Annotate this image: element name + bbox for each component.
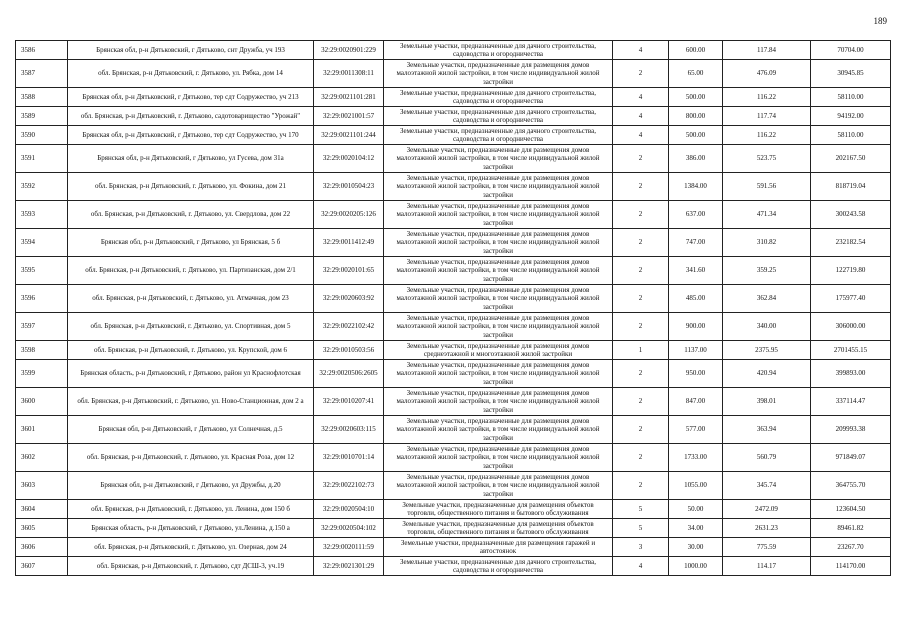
cell-land-use: Земельные участки, предназначенные для размещения домов малоэтажной жилой застройки, в том числе индивидуальной жилой застройки [384, 60, 613, 88]
cell-land-use: Земельные участки, предназначенные для дачного строительства, садоводства и огородничества [384, 107, 613, 126]
cell-land-use: Земельные участки, предназначенные для размещения объектов торговли, общественного питания и бытового обслуживания [384, 519, 613, 538]
cell-address: Брянская область, р-н Дятьковский, г Дятьково, район ул Краснофлотская [68, 360, 314, 388]
cell-value: 123604.50 [811, 500, 891, 519]
cell-value: 58110.00 [811, 126, 891, 145]
cell-rate: 114.17 [723, 557, 811, 576]
cell-row-number: 3598 [16, 341, 68, 360]
cell-group: 2 [613, 472, 669, 500]
cell-group: 2 [613, 229, 669, 257]
table-row [16, 201, 891, 229]
table-row [16, 41, 891, 60]
table-row [16, 538, 891, 557]
cell-group: 4 [613, 41, 669, 60]
cell-row-number: 3603 [16, 472, 68, 500]
cell-area: 800.00 [669, 107, 723, 126]
cell-land-use: Земельные участки, предназначенные для размещения домов малоэтажной жилой застройки, в том числе индивидуальной жилой застройки [384, 145, 613, 173]
cell-address: обл. Брянская, р-н Дятьковский, г. Дятьково, ул. Крупской, дом 6 [68, 341, 314, 360]
cell-address: обл. Брянская, р-н Дятьковский, г. Дятьково, ул. Партизанская, дом 2/1 [68, 257, 314, 285]
cell-cadastral-number: 32:29:0021101:244 [314, 126, 384, 145]
cell-area: 386.00 [669, 145, 723, 173]
cell-row-number: 3597 [16, 313, 68, 341]
cell-row-number: 3596 [16, 285, 68, 313]
cell-value: 89461.82 [811, 519, 891, 538]
table-row [16, 229, 891, 257]
cell-address: Брянская обл, р-н Дятьковский, г Дятьково, ул Дружбы, д.20 [68, 472, 314, 500]
table-row [16, 313, 891, 341]
cell-land-use: Земельные участки, предназначенные для дачного строительства, садоводства и огородничества [384, 557, 613, 576]
table-row [16, 145, 891, 173]
cell-row-number: 3590 [16, 126, 68, 145]
cell-land-use: Земельные участки, предназначенные для размещения домов среднеэтажной и многоэтажной жилой застройки [384, 341, 613, 360]
cell-value: 114170.00 [811, 557, 891, 576]
table-row [16, 500, 891, 519]
cell-cadastral-number: 32:29:0020603:115 [314, 416, 384, 444]
cell-row-number: 3588 [16, 88, 68, 107]
cell-address: обл. Брянская, р-н Дятьковский, г. Дятьково, ул. Спортивная, дом 5 [68, 313, 314, 341]
cell-area: 65.00 [669, 60, 723, 88]
cell-value: 94192.00 [811, 107, 891, 126]
cell-rate: 362.84 [723, 285, 811, 313]
cell-land-use: Земельные участки, предназначенные для размещения домов малоэтажной жилой застройки, в том числе индивидуальной жилой застройки [384, 472, 613, 500]
cell-row-number: 3593 [16, 201, 68, 229]
cell-address: Брянская обл, р-н Дятьковский, г Дятьково, ул Солнечная, д.5 [68, 416, 314, 444]
cell-address: обл. Брянская, р-н Дятьковский, г. Дятьково, садотоварищество "Урожай" [68, 107, 314, 126]
cell-cadastral-number: 32:29:0020104:12 [314, 145, 384, 173]
cell-land-use: Земельные участки, предназначенные для размещения домов малоэтажной жилой застройки, в том числе индивидуальной жилой застройки [384, 285, 613, 313]
cell-cadastral-number: 32:29:0010503:56 [314, 341, 384, 360]
cell-group: 2 [613, 60, 669, 88]
cell-area: 34.00 [669, 519, 723, 538]
cell-value: 23267.70 [811, 538, 891, 557]
cell-cadastral-number: 32:29:0021301:29 [314, 557, 384, 576]
cell-cadastral-number: 32:29:0021001:57 [314, 107, 384, 126]
table-row [16, 285, 891, 313]
cell-area: 847.00 [669, 388, 723, 416]
cell-row-number: 3600 [16, 388, 68, 416]
table-row [16, 257, 891, 285]
cell-row-number: 3591 [16, 145, 68, 173]
cell-cadastral-number: 32:29:0022102:42 [314, 313, 384, 341]
cell-rate: 591.56 [723, 173, 811, 201]
cell-address: обл. Брянская, р-н Дятьковский, г. Дятьково, ул. Красная Роза, дом 12 [68, 444, 314, 472]
cell-rate: 310.82 [723, 229, 811, 257]
cell-group: 5 [613, 500, 669, 519]
cell-value: 58110.00 [811, 88, 891, 107]
cell-row-number: 3605 [16, 519, 68, 538]
cell-value: 122719.80 [811, 257, 891, 285]
cell-cadastral-number: 32:29:0020101:65 [314, 257, 384, 285]
cell-cadastral-number: 32:29:0022102:73 [314, 472, 384, 500]
table-row [16, 88, 891, 107]
cell-rate: 359.25 [723, 257, 811, 285]
cell-land-use: Земельные участки, предназначенные для размещения домов малоэтажной жилой застройки, в том числе индивидуальной жилой застройки [384, 360, 613, 388]
cell-land-use: Земельные участки, предназначенные для размещения домов малоэтажной жилой застройки, в том числе индивидуальной жилой застройки [384, 388, 613, 416]
cell-value: 300243.58 [811, 201, 891, 229]
cell-address: обл. Брянская, р-н Дятьковский, г. Дятьково, ул. Рябка, дом 14 [68, 60, 314, 88]
cell-value: 209993.38 [811, 416, 891, 444]
cell-cadastral-number: 32:29:0020205:126 [314, 201, 384, 229]
cell-address: обл. Брянская, р-н Дятьковский, г. Дятьково, ул. Свердлова, дом 22 [68, 201, 314, 229]
cell-address: обл. Брянская, р-н Дятьковский, г. Дятьково, ул. Фокина, дом 21 [68, 173, 314, 201]
cell-cadastral-number: 32:29:0020901:229 [314, 41, 384, 60]
table-row [16, 472, 891, 500]
cell-rate: 560.79 [723, 444, 811, 472]
cell-area: 900.00 [669, 313, 723, 341]
cell-land-use: Земельные участки, предназначенные для размещения домов малоэтажной жилой застройки, в том числе индивидуальной жилой застройки [384, 416, 613, 444]
cell-row-number: 3606 [16, 538, 68, 557]
cell-address: обл. Брянская, р-н Дятьковский, г. Дятьково, сдт ДСШ-3, уч.19 [68, 557, 314, 576]
cell-address: Брянская обл, р-н Дятьковский, г Дятьково, ул Гусева, дом 31а [68, 145, 314, 173]
cell-cadastral-number: 32:29:0020506:2605 [314, 360, 384, 388]
cell-address: обл. Брянская, р-н Дятьковский, г. Дятьково, ул. Ленина, дом 150 б [68, 500, 314, 519]
cell-rate: 345.74 [723, 472, 811, 500]
cell-group: 2 [613, 444, 669, 472]
cell-group: 2 [613, 173, 669, 201]
cell-row-number: 3599 [16, 360, 68, 388]
table-row [16, 519, 891, 538]
cell-rate: 523.75 [723, 145, 811, 173]
cell-area: 1055.00 [669, 472, 723, 500]
cell-land-use: Земельные участки, предназначенные для размещения домов малоэтажной жилой застройки, в том числе индивидуальной жилой застройки [384, 313, 613, 341]
cell-area: 577.00 [669, 416, 723, 444]
table-row [16, 60, 891, 88]
cell-cadastral-number: 32:29:0020111:59 [314, 538, 384, 557]
table-row [16, 341, 891, 360]
cell-value: 337114.47 [811, 388, 891, 416]
table-row [16, 360, 891, 388]
cell-rate: 117.74 [723, 107, 811, 126]
cell-area: 30.00 [669, 538, 723, 557]
cell-group: 1 [613, 341, 669, 360]
cell-row-number: 3592 [16, 173, 68, 201]
cell-area: 950.00 [669, 360, 723, 388]
cell-rate: 116.22 [723, 88, 811, 107]
cell-group: 2 [613, 145, 669, 173]
cell-value: 364755.70 [811, 472, 891, 500]
cell-area: 1733.00 [669, 444, 723, 472]
cell-area: 1384.00 [669, 173, 723, 201]
cell-group: 2 [613, 360, 669, 388]
cell-rate: 471.34 [723, 201, 811, 229]
cell-group: 2 [613, 416, 669, 444]
cell-row-number: 3604 [16, 500, 68, 519]
cell-value: 971849.07 [811, 444, 891, 472]
cell-group: 2 [613, 313, 669, 341]
cell-cadastral-number: 32:29:0021101:281 [314, 88, 384, 107]
cell-value: 306000.00 [811, 313, 891, 341]
cell-rate: 2631.23 [723, 519, 811, 538]
page-number: 189 [873, 16, 887, 26]
cell-value: 202167.50 [811, 145, 891, 173]
cell-group: 4 [613, 107, 669, 126]
cell-land-use: Земельные участки, предназначенные для размещения домов малоэтажной жилой застройки, в том числе индивидуальной жилой застройки [384, 173, 613, 201]
cell-cadastral-number: 32:29:0020504:10 [314, 500, 384, 519]
cell-value: 175977.40 [811, 285, 891, 313]
cell-rate: 117.84 [723, 41, 811, 60]
cell-cadastral-number: 32:29:0011308:11 [314, 60, 384, 88]
land-plot-table [15, 40, 891, 576]
cell-cadastral-number: 32:29:0010504:23 [314, 173, 384, 201]
cell-land-use: Земельные участки, предназначенные для размещения домов малоэтажной жилой застройки, в том числе индивидуальной жилой застройки [384, 229, 613, 257]
cell-row-number: 3589 [16, 107, 68, 126]
cell-row-number: 3595 [16, 257, 68, 285]
cell-group: 5 [613, 519, 669, 538]
cell-area: 500.00 [669, 88, 723, 107]
cell-address: Брянская область, р-н Дятьковский, г Дятьково, ул.Ленина, д.150 а [68, 519, 314, 538]
table-row [16, 416, 891, 444]
cell-rate: 2472.09 [723, 500, 811, 519]
cell-area: 341.60 [669, 257, 723, 285]
table-row [16, 173, 891, 201]
table-row [16, 557, 891, 576]
cell-land-use: Земельные участки, предназначенные для размещения домов малоэтажной жилой застройки, в том числе индивидуальной жилой застройки [384, 444, 613, 472]
cell-land-use: Земельные участки, предназначенные для дачного строительства, садоводства и огородничества [384, 41, 613, 60]
cell-value: 2701455.15 [811, 341, 891, 360]
cell-land-use: Земельные участки, предназначенные для дачного строительства, садоводства и огородничества [384, 88, 613, 107]
cell-rate: 340.00 [723, 313, 811, 341]
cell-row-number: 3586 [16, 41, 68, 60]
cell-cadastral-number: 32:29:0010701:14 [314, 444, 384, 472]
cell-address: обл. Брянская, р-н Дятьковский, г. Дятьково, ул. Ново-Станционная, дом 2 а [68, 388, 314, 416]
cell-land-use: Земельные участки, предназначенные для размещения домов малоэтажной жилой застройки, в том числе индивидуальной жилой застройки [384, 201, 613, 229]
cell-address: Брянская обл, р-н Дятьковский, г Дятьково, ул Брянская, 5 б [68, 229, 314, 257]
cell-area: 600.00 [669, 41, 723, 60]
cell-rate: 363.94 [723, 416, 811, 444]
cell-address: Брянская обл, р-н Дятьковский, г Дятьково, тер сдт Содружество, уч 213 [68, 88, 314, 107]
cell-land-use: Земельные участки, предназначенные для размещения домов малоэтажной жилой застройки, в том числе индивидуальной жилой застройки [384, 257, 613, 285]
cell-row-number: 3594 [16, 229, 68, 257]
cell-area: 747.00 [669, 229, 723, 257]
table-row [16, 107, 891, 126]
cell-cadastral-number: 32:29:0011412:49 [314, 229, 384, 257]
cell-group: 2 [613, 388, 669, 416]
table-body [16, 41, 891, 576]
cell-cadastral-number: 32:29:0020504:102 [314, 519, 384, 538]
cell-cadastral-number: 32:29:0010207:41 [314, 388, 384, 416]
cell-rate: 420.94 [723, 360, 811, 388]
cell-area: 1137.00 [669, 341, 723, 360]
cell-address: обл. Брянская, р-н Дятьковский, г. Дятьково, ул. Атмачная, дом 23 [68, 285, 314, 313]
table-row [16, 388, 891, 416]
cell-address: обл. Брянская, р-н Дятьковский, г. Дятьково, ул. Озерная, дом 24 [68, 538, 314, 557]
cell-group: 2 [613, 257, 669, 285]
cell-rate: 775.59 [723, 538, 811, 557]
cell-area: 485.00 [669, 285, 723, 313]
cell-group: 4 [613, 557, 669, 576]
cell-group: 4 [613, 126, 669, 145]
cell-rate: 116.22 [723, 126, 811, 145]
cell-rate: 476.09 [723, 60, 811, 88]
cell-area: 500.00 [669, 126, 723, 145]
cell-row-number: 3602 [16, 444, 68, 472]
cell-group: 4 [613, 88, 669, 107]
cell-row-number: 3607 [16, 557, 68, 576]
cell-group: 3 [613, 538, 669, 557]
table-row [16, 126, 891, 145]
cell-area: 50.00 [669, 500, 723, 519]
cell-land-use: Земельные участки, предназначенные для размещения гаражей и автостоянок [384, 538, 613, 557]
cell-cadastral-number: 32:29:0020603:92 [314, 285, 384, 313]
cell-value: 399893.00 [811, 360, 891, 388]
cell-rate: 398.01 [723, 388, 811, 416]
cell-value: 818719.04 [811, 173, 891, 201]
cell-address: Брянская обл, р-н Дятьковский, г Дятьково, тер сдт Содружество, уч 170 [68, 126, 314, 145]
cell-area: 637.00 [669, 201, 723, 229]
cell-area: 1000.00 [669, 557, 723, 576]
cell-row-number: 3587 [16, 60, 68, 88]
cell-address: Брянская обл, р-н Дятьковский, г Дятьково, снт Дружба, уч 193 [68, 41, 314, 60]
cell-value: 232182.54 [811, 229, 891, 257]
cell-group: 2 [613, 201, 669, 229]
cell-land-use: Земельные участки, предназначенные для размещения объектов торговли, общественного питания и бытового обслуживания [384, 500, 613, 519]
cell-row-number: 3601 [16, 416, 68, 444]
cell-group: 2 [613, 285, 669, 313]
cell-value: 70704.00 [811, 41, 891, 60]
cell-land-use: Земельные участки, предназначенные для дачного строительства, садоводства и огородничества [384, 126, 613, 145]
cell-rate: 2375.95 [723, 341, 811, 360]
cell-value: 30945.85 [811, 60, 891, 88]
table-row [16, 444, 891, 472]
